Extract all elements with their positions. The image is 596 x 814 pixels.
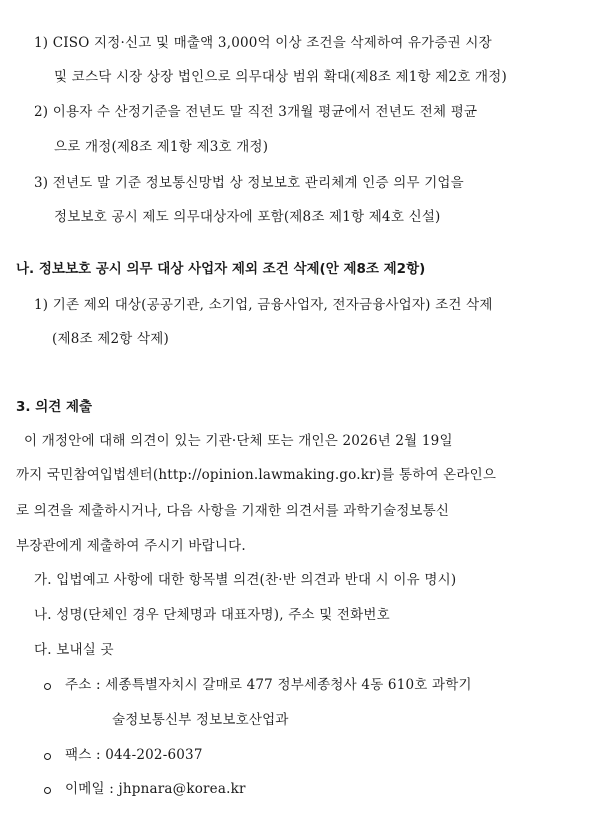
sub-item-na: 나. 성명(단체인 경우 단체명과 대표자명), 주소 및 전화번호 [34, 607, 390, 623]
section-3-heading: 3. 의견 제출 [16, 399, 93, 415]
para-line-1: 이 개정안에 대해 의견이 있는 기관·단체 또는 개인은 2026년 2월 19일 [24, 433, 453, 449]
item-a2-line1: 2) 이용자 수 산정기준을 전년도 말 직전 3개월 평균에서 전년도 전체 평균 [34, 104, 478, 120]
sub-item-da: 다. 보내실 곳 [34, 642, 114, 658]
item-a1-line1: 1) CISO 지정·신고 및 매출액 3,000억 이상 조건을 삭제하여 유가증권 시장 [34, 35, 492, 51]
item-na1-line1: 1) 기존 제외 대상(공공기관, 소기업, 금융사업자, 전자금융사업자) 조건 삭제 [34, 297, 493, 313]
para-line-3: 로 의견을 제출하시거나, 다음 사항을 기재한 의견서를 과학기술정보통신 [16, 503, 450, 519]
item-a2-line2: 으로 개정(제8조 제1항 제3호 개정) [54, 139, 269, 155]
item-a1-line2: 및 코스닥 시장 상장 법인으로 의무대상 범위 확대(제8조 제1항 제2호 개정) [54, 69, 507, 85]
fax-line: 팩스 : 044-202-6037 [65, 747, 203, 763]
circle-bullet-icon [44, 683, 51, 690]
section-na-heading: 나. 정보보호 공시 의무 대상 사업자 제외 조건 삭제(안 제8조 제2항) [16, 261, 426, 277]
item-a3-line1: 3) 전년도 말 기준 정보통신망법 상 정보보호 관리체계 인증 의무 기업을 [34, 175, 464, 191]
address-line-2: 술정보통신부 정보보호산업과 [112, 712, 289, 728]
item-na1-line2: (제8조 제2항 삭제) [52, 331, 169, 347]
para-line-4: 부장관에게 제출하여 주시기 바랍니다. [16, 538, 246, 554]
circle-bullet-icon [44, 753, 51, 760]
circle-bullet-icon [44, 787, 51, 794]
item-a3-line2: 정보보호 공시 제도 의무대상자에 포함(제8조 제1항 제4호 신설) [54, 209, 441, 225]
address-line-1: 주소 : 세종특별자치시 갈매로 477 정부세종청사 4동 610호 과학기 [65, 677, 472, 693]
email-line: 이메일 : jhpnara@korea.kr [65, 781, 246, 797]
para-line-2: 까지 국민참여입법센터(http://opinion.lawmaking.go.kr)를 통하여 온라인으 [16, 467, 497, 483]
sub-item-ga: 가. 입법예고 사항에 대한 항목별 의견(찬·반 의견과 반대 시 이유 명시) [34, 572, 457, 588]
